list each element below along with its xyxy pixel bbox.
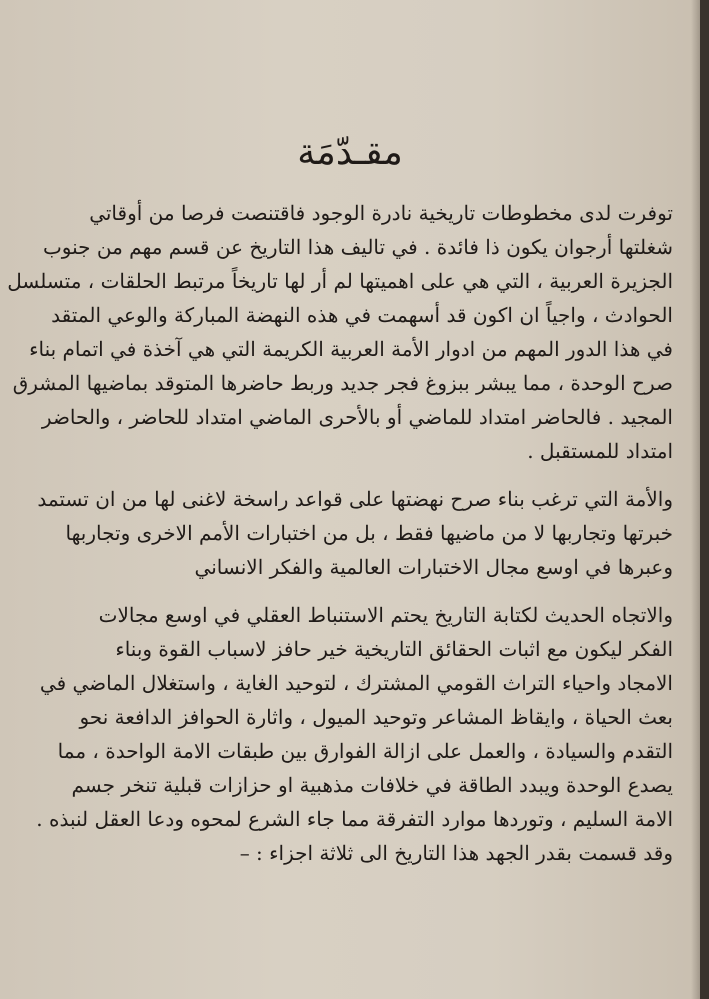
text-line: والاتجاه الحديث لكتابة التاريخ يحتم الاستنباط العقلي في اوسع مجالات — [98, 603, 673, 627]
text-line: الامجاد واحياء التراث القومي المشترك ، لتوحيد الغاية ، واستغلال الماضي في — [39, 671, 673, 695]
text-line: امتداد للمستقبل . — [527, 439, 673, 463]
text-line: وقد قسمت بقدر الجهد هذا التاريخ الى ثلاثة اجزاء : – — [239, 841, 673, 865]
text-line: التقدم والسيادة ، والعمل على ازالة الفوارق بين طبقات الامة الواحدة ، مما — [57, 739, 673, 763]
text-line: وعبرها في اوسع مجال الاختبارات العالمية والفكر الانساني — [194, 555, 673, 579]
page-edge-shadow — [700, 0, 709, 999]
body-text — [7, 196, 673, 870]
paragraph-gap — [118, 584, 673, 598]
text-line: الفكر ليكون مع اثبات الحقائق التاريخية خير حافز لاسباب القوة وبناء — [115, 637, 673, 661]
paragraph-gap — [118, 468, 673, 482]
text-line: شغلتها أرجوان يكون ذا فائدة . في تاليف هذا التاريخ عن قسم مهم من جنوب — [42, 235, 673, 259]
paragraph-1 — [7, 196, 673, 468]
page-title: مقـدّمَة — [297, 132, 403, 173]
text-line: الجزيرة العربية ، التي هي على اهميتها لم أر لها تاريخاً مرتبط الحلقات ، متسلسل — [7, 269, 673, 293]
text-line: توفرت لدى مخطوطات تاريخية نادرة الوجود فاقتنصت فرصا من أوقاتي — [89, 201, 673, 225]
text-line: في هذا الدور المهم من ادوار الأمة العربية الكريمة التي هي آخذة في اتمام بناء — [29, 337, 673, 361]
text-line: بعث الحياة ، وايقاظ المشاعر وتوحيد الميول ، واثارة الحوافز الدافعة نحو — [79, 705, 673, 729]
text-line: الامة السليم ، وتوردها موارد التفرقة مما جاء الشرع لمحوه ودعا العقل لنبذه . — [36, 807, 673, 831]
text-line: المجيد . فالحاضر امتداد للماضي أو بالأحرى الماضي امتداد للحاضر ، والحاضر — [41, 405, 673, 429]
text-line: الحوادث ، واجياً ان اكون قد أسهمت في هذه النهضة المباركة والوعي المتقد — [51, 303, 673, 327]
paragraph-2 — [37, 482, 673, 584]
text-line: خبرتها وتجاربها لا من ماضيها فقط ، بل من اختبارات الأمم الاخرى وتجاربها — [65, 521, 673, 545]
text-line: والأمة التي ترغب بناء صرح نهضتها على قواعد راسخة لاغنى لها من ان تستمد — [37, 487, 673, 511]
text-line: يصدع الوحدة ويبدد الطاقة في خلافات مذهبية او حزازات قبلية تنخر جسم — [71, 773, 673, 797]
paragraph-3 — [36, 598, 673, 870]
text-line: صرح الوحدة ، مما يبشر ببزوغ فجر جديد وربط حاضرها المتوقد بماضيها المشرق — [12, 371, 673, 395]
